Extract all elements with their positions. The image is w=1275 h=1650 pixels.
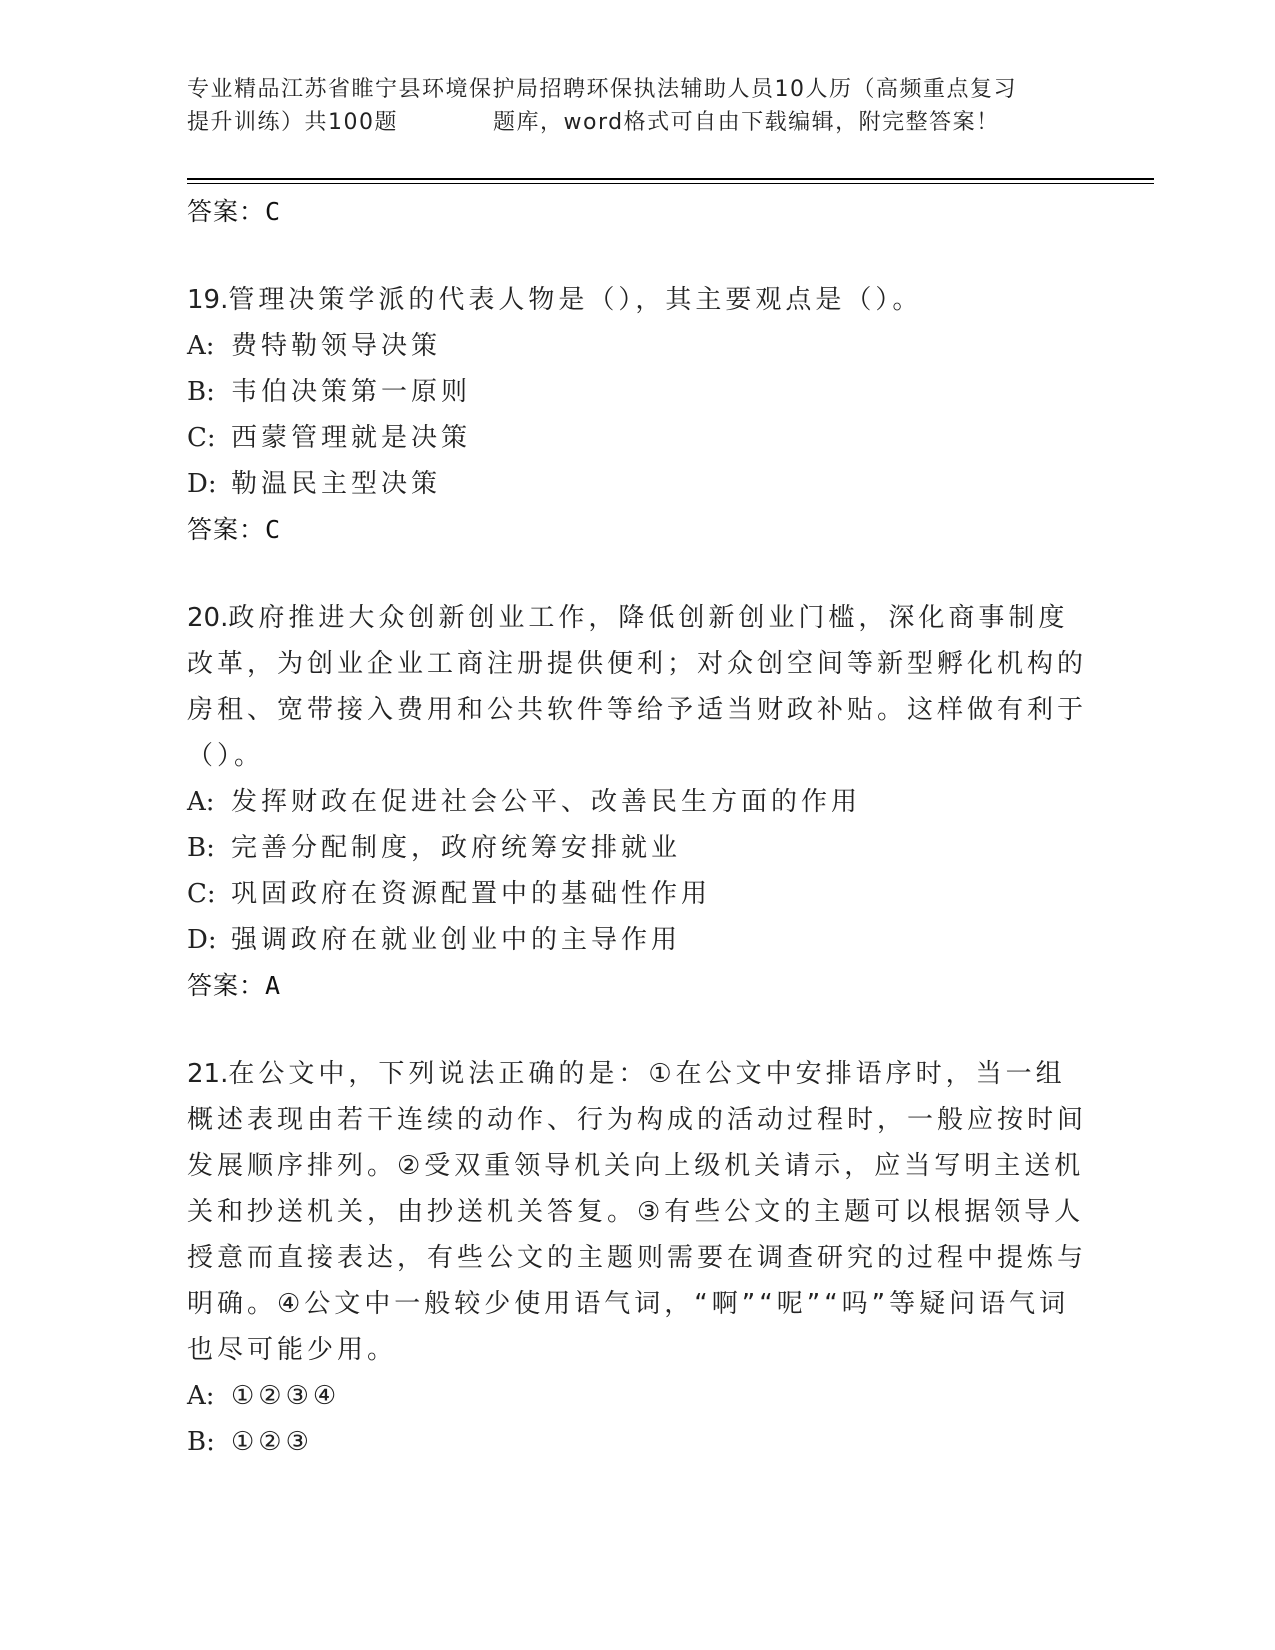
question-stem: 在公文中，下列说法正确的是：①在公文中安排语序时，当一组概述表现由若干连续的动作、行为构成的活动过程时，一般应按时间发展顺序排列。②受双重领导机关向上级机关请示，应当写明主送机关和抄送机关，由抄送机关答复。③有些公文的主题可以根据领导人授意而直接表达，有些公文的主题则需要在调查研究的过程中提炼与明确。④公文中一般较少使用语气词，“啊”“呢”“吗”等疑问语气词也尽可能少用。 [187, 1059, 1088, 1365]
answer-line [187, 507, 1092, 553]
option-letter: C: [187, 879, 216, 909]
question-text [187, 595, 1092, 779]
header-line-2-right: 题库，word格式可自由下载编辑，附完整答案！ [493, 110, 1000, 135]
question-19 [187, 277, 1092, 553]
answer-label: 答案： [187, 971, 266, 1000]
option-a [187, 323, 1092, 369]
answer-value: C [265, 197, 282, 226]
question-text [187, 1051, 1092, 1373]
option-text: ①②③ [231, 1427, 313, 1457]
option-text: 巩固政府在资源配置中的基础性作用 [231, 879, 712, 909]
option-letter: B: [187, 833, 215, 863]
answer-line [187, 963, 1092, 1009]
option-letter: B: [187, 377, 215, 407]
answer-line [187, 189, 1092, 235]
header-line-1: 专业精品江苏省睢宁县环境保护局招聘环保执法辅助人员10人历（高频重点复习 [187, 77, 1017, 102]
option-a [187, 1373, 1092, 1419]
option-letter: C: [187, 423, 216, 453]
question-21 [187, 1051, 1092, 1465]
option-letter: A: [187, 331, 215, 361]
header-line-2 [187, 106, 1087, 139]
header-divider-thick [187, 178, 1154, 180]
question-stem: 管理决策学派的代表人物是（），其主要观点是（）。 [228, 285, 923, 315]
answer-value: A [265, 971, 282, 1000]
question-number: 19. [187, 285, 229, 315]
option-c [187, 871, 1092, 917]
header-divider-thin [187, 183, 1154, 184]
question-number: 21. [187, 1059, 229, 1089]
option-text: 费特勒领导决策 [231, 331, 442, 361]
answer-label: 答案： [187, 197, 266, 226]
question-number: 20. [187, 603, 229, 633]
option-text: 西蒙管理就是决策 [231, 423, 472, 453]
option-letter: B: [187, 1427, 215, 1457]
option-letter: D: [187, 925, 217, 955]
option-text: 完善分配制度，政府统筹安排就业 [231, 833, 682, 863]
option-text: 勒温民主型决策 [231, 469, 442, 499]
option-letter: A: [187, 1381, 215, 1411]
option-text: 强调政府在就业创业中的主导作用 [231, 925, 682, 955]
option-d [187, 461, 1092, 507]
option-text: 韦伯决策第一原则 [231, 377, 472, 407]
option-b [187, 1419, 1092, 1465]
answer-label: 答案： [187, 515, 266, 544]
option-letter: D: [187, 469, 217, 499]
question-stem: 政府推进大众创新创业工作，降低创新创业门槛，深化商事制度改革，为创业企业工商注册提供便利；对众创空间等新型孵化机构的房租、宽带接入费用和公共软件等给予适当财政补贴。这样做有利于（）。 [187, 603, 1088, 771]
question-20 [187, 595, 1092, 1009]
question-list [187, 189, 1092, 1465]
option-b [187, 369, 1092, 415]
page-header [187, 73, 1087, 139]
option-text: 发挥财政在促进社会公平、改善民生方面的作用 [231, 787, 862, 817]
option-b [187, 825, 1092, 871]
header-line-2-left: 提升训练）共100题 [187, 110, 398, 135]
answer-value: C [265, 515, 282, 544]
question-text [187, 277, 1092, 323]
option-a [187, 779, 1092, 825]
option-d [187, 917, 1092, 963]
option-letter: A: [187, 787, 215, 817]
option-c [187, 415, 1092, 461]
option-text: ①②③④ [231, 1381, 341, 1411]
